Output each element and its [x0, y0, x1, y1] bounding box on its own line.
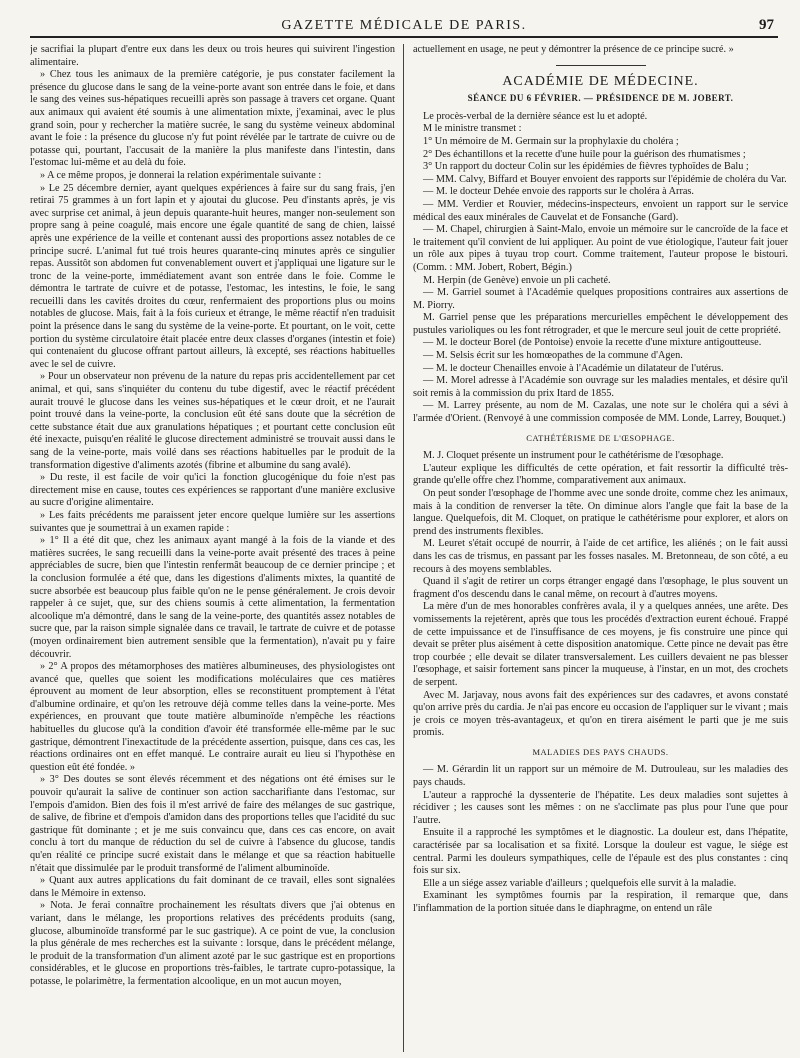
paragraph: » 2° A propos des métamorphoses des matières albumineuses, des physiologistes ont avancé que, quelles que soient les modifications moléculaires que ces matières éprouvent au moment de leur absorption, elles se reconstituent promptement à l'état d'albumine ordinaire, et qu'on les retrouve déjà comme telles dans la veine-porte. Mes expériences, en prouvant que toute matière albuminoïde n'empêche les réactions habituelles du glucose qu'à la condition d'avoir été transformée elle-même par le suc gastrique, démontrent l'inexactitude de la précédente assertion, puisque, dans ces cas, les réactions ordinaires ont en effet manqué. Le contraire aurait eu lieu si l'hypothèse en question eût été fondée. »	[30, 661, 395, 773]
header-rule	[30, 36, 778, 38]
paragraph: — M. le docteur Dehée envoie des rapports sur le choléra à Arras.	[423, 186, 694, 198]
paragraph: — M. Gérardin lit un rapport sur un mémoire de M. Dutrouleau, sur les maladies des pays chauds.	[413, 764, 788, 789]
journal-title: GAZETTE MÉDICALE DE PARIS.	[281, 18, 527, 33]
paragraph: 2° Des échantillons et la recette d'une huile pour la guérison des rhumatismes ;	[423, 148, 746, 160]
section-title: ACADÉMIE DE MÉDECINE.	[502, 73, 699, 89]
paragraph: » Du reste, il est facile de voir qu'ici la fonction glucogénique du foie n'est pas directement mise en cause, toutes ces expériences se rapportant d'une manière exclusive au sucre d'origine alimentaire.	[30, 472, 395, 509]
page-number: 97	[759, 17, 774, 33]
paragraph: Elle a un siége assez variable d'ailleurs ; quelquefois elle survit à la maladie.	[423, 877, 737, 889]
paragraph: » Pour un observateur non prévenu de la nature du repas pris accidentellement par cet animal, et qui, sans s'inquiéter du contenu du tube digestif, avec le réactif précédent aurait trouvé le glucose dans les veines sus-hépatiques et le cœur droit, et ne l'aurait point trouvé dans la veine-porte, la conclusion eût été sans doute que la sécrétion de cette substance était due aux granulations hépatiques ; et pourtant cette conclusion eût été inexacte, puisqu'en réalité le glucose directement administré se trouvait aussi dans le sang de la veine-porte, mais voilé dans ses réactions habituelles par le produit de la transformation digestive d'aliments azotés (fibrine et albumine du sang avalé).	[30, 371, 395, 471]
paragraph: actuellement en usage, ne peut y démontrer la présence de ce principe sucré. »	[413, 44, 734, 55]
left-column	[30, 44, 395, 1052]
paragraph: » 3° Des doutes se sont élevés récemment et des négations ont été émises sur le pouvoir qu'aurait la salive de continuer son action saccharifiante dans l'estomac, sur l'empois d'amidon. Bien des fois il m'est arrivé de faire des mélanges de suc gastrique, de salive, de fibrine et d'empois d'amidon dans des proportions telles que l'acidité du suc gastrique fût dominante ; et je me suis convaincu que, dans ces cas encore, on avait conclu à tort du manque de réduction du sel de cuivre à l'absence du glucose, tandis qu'en réalité ce principe sucré existait dans le mélange et que sa réaction habituelle n'était que dissimulée par le produit transformé de l'aliment albuminoïde.	[30, 774, 395, 874]
section-subtitle: SÉANCE DU 6 FÉVRIER. — PRÉSIDENCE DE M. JOBERT.	[467, 93, 734, 104]
paragraph: — M. Larrey présente, au nom de M. Cazalas, une note sur le choléra qui a sévi à l'armée d'Orient. (Renvoyé à une commission composée de MM. Londe, Larrey, Bouquet.)	[413, 400, 788, 425]
page-header	[30, 14, 778, 38]
paragraph: » Chez tous les animaux de la première catégorie, je pus constater facilement la présence du glucose dans le sang de la veine-porte avant son entrée dans le foie, et dans le sang des veines sus-hépatiques recueilli après son passage à travers cet organe. Quant aux animaux qui avaient été soumis à une alimentation mixte, j'examinai, avec le plus grand soin, pour y rechercher la matière sucrée, le sang du système veineux abdominal avant le foie : la présence du glucose n'y fut point révélée par le tartrate de cuivre ou de potasse qui, pourtant, l'accusait de la manière la plus manifeste dans l'intestin, dans l'estomac lui-même et au delà du foie.	[30, 69, 395, 169]
paragraph: M. J. Cloquet présente un instrument pour le cathétérisme de l'œsophage.	[423, 450, 724, 462]
paragraph: — M. Selsis écrit sur les homœopathes de la commune d'Agen.	[423, 350, 683, 362]
paragraph: — M. le docteur Chenailles envoie à l'Académie un dilatateur de l'utérus.	[423, 362, 724, 374]
paragraph: Ensuite il a rapproché les symptômes et le diagnostic. La douleur est, dans l'hépatite, caractérisée par sa localisation et sa fixité. Lorsque la douleur est vague, le siége est central. Parmi les douleurs sympathiques, celle de l'épaule est des plus constantes : cinq fois sur six.	[413, 827, 788, 877]
paragraph: M. Leuret s'était occupé de nourrir, à l'aide de cet artifice, les aliénés ; on le fait aussi dans les cas de trismus, en passant par les fosses nasales. M. Bretonneau, de son côté, a eu recours à des moyens semblables.	[413, 538, 788, 575]
paragraph: 3° Un rapport du docteur Colin sur les épidémies de fièvres typhoïdes de Balu ;	[423, 161, 749, 173]
separator-rule	[556, 65, 646, 66]
text-columns	[30, 44, 788, 1052]
paragraph: M. Herpin (de Genève) envoie un pli cacheté.	[423, 274, 611, 286]
paragraph: » Nota. Je ferai connaître prochainement les résultats divers que j'ai obtenus en variant, dans le mélange, les proportions relatives des précédents produits (sang, glucose, albuminoïde transformé par le suc gastrique). A ce point de vue, la conclusion la plus générale de mes recherches est la suivante : lorsque, dans le précédent mélange, le produit de la transformation d'un aliment azoté par le suc gastrique est en proportions considérables, et le glucose en proportions très-faibles, le tartrate cupro-potassique, la potasse, le polarimètre, la fermentation alcoolique, en un mot aucun moyen,	[30, 900, 395, 987]
paragraph: — M. le docteur Borel (de Pontoise) envoie la recette d'une mixture antigoutteuse.	[423, 337, 762, 349]
paragraph: On peut sonder l'œsophage de l'homme avec une sonde droite, comme chez les animaux, mais à la condition de renverser la tête. On diminue alors l'angle que fait la base de la langue. Quelquefois, dit M. Cloquet, on pratique le cathétérisme pour explorer, et alors on prend des instruments flexibles.	[413, 488, 788, 537]
paragraph: — MM. Verdier et Rouvier, médecins-inspecteurs, envoient un rapport sur le service médical des eaux minérales de Cauvelat et de Fonsanche (Gard).	[413, 198, 788, 223]
right-column	[413, 44, 788, 1052]
paragraph: M. Garriel pense que les préparations mercurielles empêchent le développement des pustules varioliques ou les font rétrograder, et que le mercure seul jouit de cette propriété.	[413, 312, 788, 336]
paragraph: » Les faits précédents me paraissent jeter encore quelque lumière sur les assertions suivantes que je soumettrai à un examen rapide :	[30, 509, 395, 534]
paragraph: — M. Morel adresse à l'Académie son ouvrage sur les maladies mentales, et désire qu'il soit remis à la commission du prix Itard de 1855.	[413, 375, 788, 399]
paragraph: Le procès-verbal de la dernière séance est lu et adopté.	[423, 110, 648, 122]
paragraph: 1° Un mémoire de M. Germain sur la prophylaxie du choléra ;	[423, 135, 679, 147]
paragraph: L'auteur explique les difficultés de cette opération, et fait ressortir la difficulté très-grande qu'elle offre chez l'homme, comparativement aux animaux.	[413, 462, 788, 487]
paragraph: — M. Garriel soumet à l'Académie quelques propositions contraires aux assertions de M. Piorry.	[413, 287, 788, 311]
paragraph: Quand il s'agit de retirer un corps étranger engagé dans l'œsophage, le plus souvent un fragment d'os descendu dans le canal même, on recourt à d'autres moyens.	[413, 576, 788, 600]
paragraph: Avec M. Jarjavay, nous avons fait des expériences sur des cadavres, et avons constaté qu'on arrive près du cardia. Je n'ai pas encore eu occasion de l'appliquer sur le vivant ; mais je crois ce moyen très-avantageux, et qu'on en tirera aisément le parti que je me suis promis.	[413, 689, 788, 739]
paragraph: L'auteur a rapproché la dyssenterie de l'hépatite. Les deux maladies sont sujettes à récidiver ; les causes sont les mêmes : on ne s'acclimate pas plus pour l'une que pour l'autre.	[413, 789, 788, 826]
subsection-title-catheterisme: CATHÉTÉRISME DE L'ŒSOPHAGE.	[526, 432, 675, 443]
paragraph: — MM. Calvy, Biffard et Bouyer envoient des rapports sur l'épidémie de choléra du Var.	[423, 173, 787, 185]
paragraph: » A ce même propos, je donnerai la relation expérimentale suivante :	[40, 169, 322, 181]
column-divider	[403, 44, 404, 1052]
paragraph: » 1° Il a été dit que, chez les animaux ayant mangé à la fois de la viande et des matières sucrées, le sang recueilli dans la veine-porte avait présenté des traces à peine appréciables de sucre, bien que l'intestin renfermât beaucoup de ce dernier principe ; et la conclusion formulée a été que, dans les digestions d'aliments mixtes, la quantité de sucre absorbée est beaucoup plus faible qu'on ne le pense généralement. Je crois devoir rappeler à ce sujet, que, sur des chiens soumis à cette alimentation, la fermentation alcoolique m'a démontré, dans le sang de la veine-porte, des quantités assez notables de sucre que, par la raison simple signalée dans ce travail, le tartrate de cuivre et de potasse (moyen ordinairement bien autrement sensible que la fermentation), n'avait pu y faire découvrir.	[30, 535, 395, 660]
paragraph: » Quant aux autres applications du fait dominant de ce travail, elles sont signalées dans le Mémoire in extenso.	[30, 875, 395, 899]
paragraph: Examinant les symptômes fournis par la respiration, il remarque que, dans l'inflammation de la portion située dans le diaphragme, on entend un râle	[413, 890, 788, 914]
paragraph: M le ministre transmet :	[423, 123, 522, 135]
paragraph: La mère d'un de mes honorables confrères avala, il y a quelques années, une arête. Des vomissements la rejetèrent, après que tous les procédés d'extraction eurent échoué. Frappé de cette impuissance et de l'insuffisance de ces moyens, je fis construire une pince qui devait se prêter plus aisément à cette disposition anatomique. Cette pince ne devait pas être trop courbée ; elle devait se dilater transversalement. Les cuillers devaient ne pas blesser l'œsophage, et saisir fortement sans pincer la muqueuse, à l'instar, en un mot, des crochets de serpent.	[413, 601, 788, 688]
paragraph: je sacrifiai la plupart d'entre eux dans les deux ou trois heures qui suivirent l'ingestion alimentaire.	[30, 44, 395, 68]
subsection-title-maladies: MALADIES DES PAYS CHAUDS.	[532, 746, 669, 757]
paragraph: » Le 25 décembre dernier, ayant quelques expériences à faire sur du sang frais, j'en retirai 75 grammes à un fort lapin et y ajoutai du glucose. Peu d'instants après, je vis avec surprise cet animal, à jeun depuis quarante-huit heures, manger non-seulement son propre sang à peine coagulé, mais encore une égale quantité de sang de chien, laissé après une expérience de la veille et contenant aussi des proportions assez notables de ce principe sucré. L'animal fut tué trois heures quarante-cinq minutes après ce singulier repas. Aussitôt son abdomen fut convenablement ouvert et j'appliquai une ligature sur le tronc de la veine-porte, immédiatement avant son entrée dans le foie. Comme le démontra le tartrate de cuivre et de potasse, l'estomac, les intestins, le foie, le sang recueilli dans les cavités droites du cœur, renfermaient des proportions plus ou moins notables de glucose. Mais, fait à la fois curieux et étrange, le même réactif n'en traduisit point la présence dans le sang du système de la veine-porte. Et pourtant, on le voit, cette portion du système circulatoire était placée entre deux classes d'organes (intestin et foie) qui contenaient du glucose offrant partout ailleurs, là excepté, ses réactions habituelles avec le sel de cuivre.	[30, 182, 395, 370]
paragraph: — M. Chapel, chirurgien à Saint-Malo, envoie un mémoire sur le cancroïde de la face et le traitement qu'il convient de lui appliquer. Au point de vue étiologique, l'auteur fait jouer un rôle aux pipes à tuyau trop court. Comme traitement, l'auteur propose le bistouri. (Comm. : MM. Jobert, Robert, Bégin.)	[413, 224, 788, 273]
